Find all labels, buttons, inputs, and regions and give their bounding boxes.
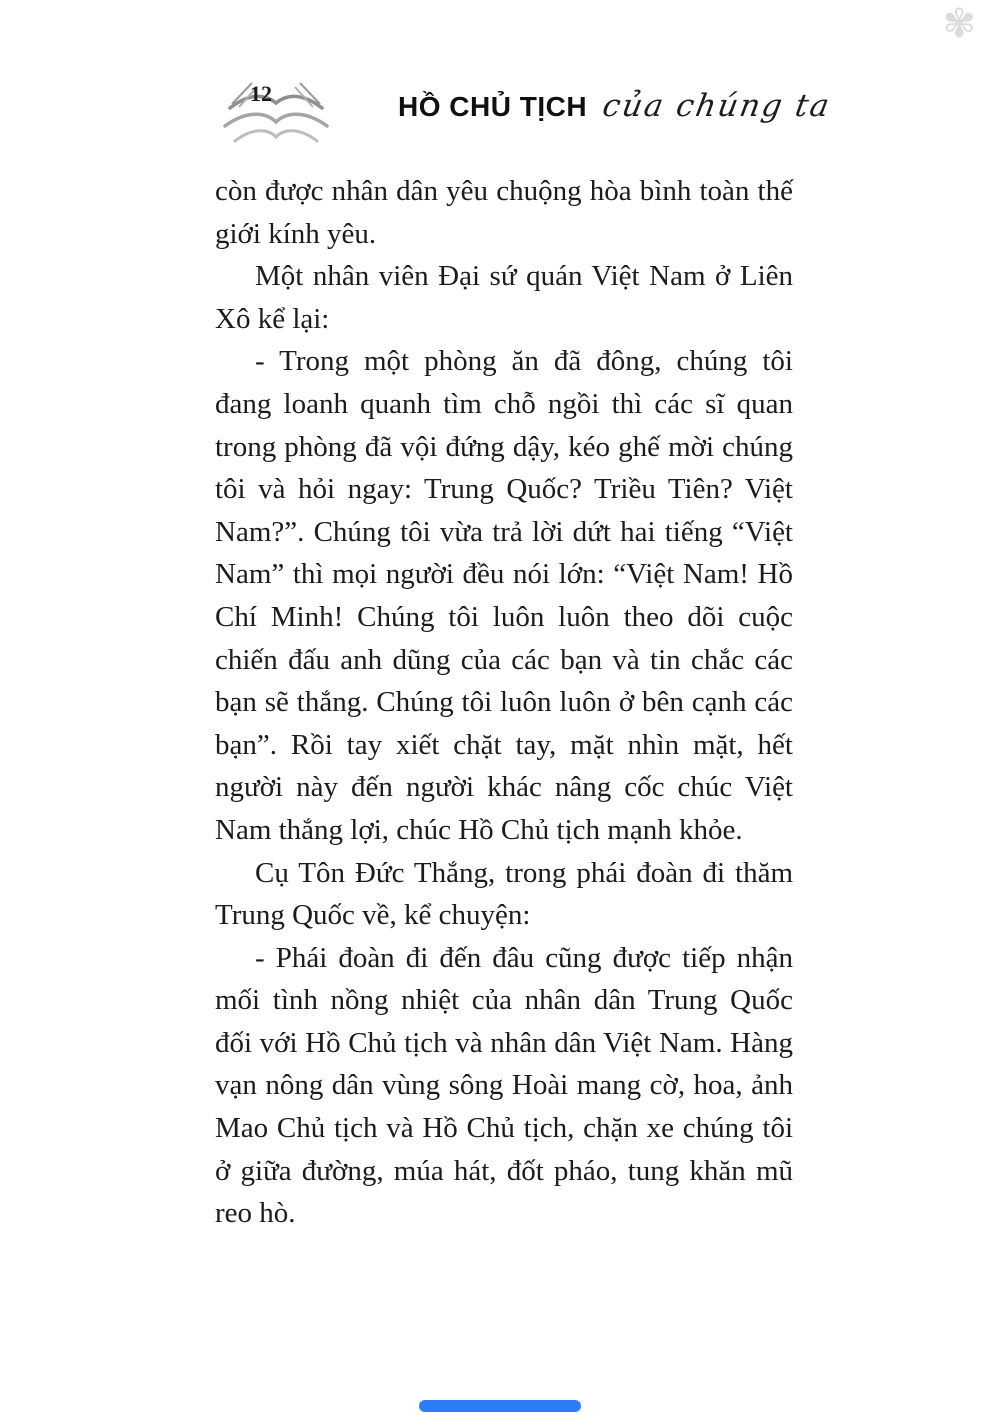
paragraph: Một nhân viên Đại sứ quán Việt Nam ở Liên Xô kể lại: (215, 260, 793, 335)
paragraph: - Phái đoàn đi đến đâu cũng được tiếp nhận mối tình nồng nhiệt của nhân dân Trung Quốc đối với Hồ Chủ tịch và nhân dân Việt Nam. Hàng vạn nông dân vùng sông Hoài mang cờ, hoa, ảnh Mao Chủ tịch và Hồ Chủ tịch, chặn xe chúng tôi ở giữa đường, múa hát, đốt pháo, tung khăn mũ reo hò. (215, 941, 793, 1230)
paragraph: còn được nhân dân yêu chuộng hòa bình toàn thế giới kính yêu. (215, 175, 793, 250)
page-number: 12 (250, 81, 272, 106)
flower-ornament-icon: ✾ (942, 1, 976, 47)
page-body-text (215, 170, 793, 1235)
book-title-main: HỒ CHỦ TỊCH (398, 91, 588, 122)
book-title-script: của chúng ta (599, 88, 834, 124)
running-header (398, 88, 834, 124)
page-progress-bar[interactable] (419, 1400, 581, 1412)
open-book-icon (220, 70, 332, 148)
paragraph: - Trong một phòng ăn đã đông, chúng tôi đang loanh quanh tìm chỗ ngồi thì các sĩ quan trong phòng đã vội đứng dậy, kéo ghế mời chúng tôi và hỏi ngay: Trung Quốc? Triều Tiên? Việt Nam?”. Chúng tôi vừa trả lời dứt hai tiếng “Việt Nam” thì mọi người đều nói lớn: “Việt Nam! Hồ Chí Minh! Chúng tôi luôn luôn theo dõi cuộc chiến đấu anh dũng của các bạn và tin chắc các bạn sẽ thắng. Chúng tôi luôn luôn ở bên cạnh các bạn”. Rồi tay xiết chặt tay, mặt nhìn mặt, hết người này đến người khác nâng cốc chúc Việt Nam thắng lợi, chúc Hồ Chủ tịch mạnh khỏe. (215, 345, 793, 846)
paragraph: Cụ Tôn Đức Thắng, trong phái đoàn đi thăm Trung Quốc về, kể chuyện: (215, 856, 793, 932)
